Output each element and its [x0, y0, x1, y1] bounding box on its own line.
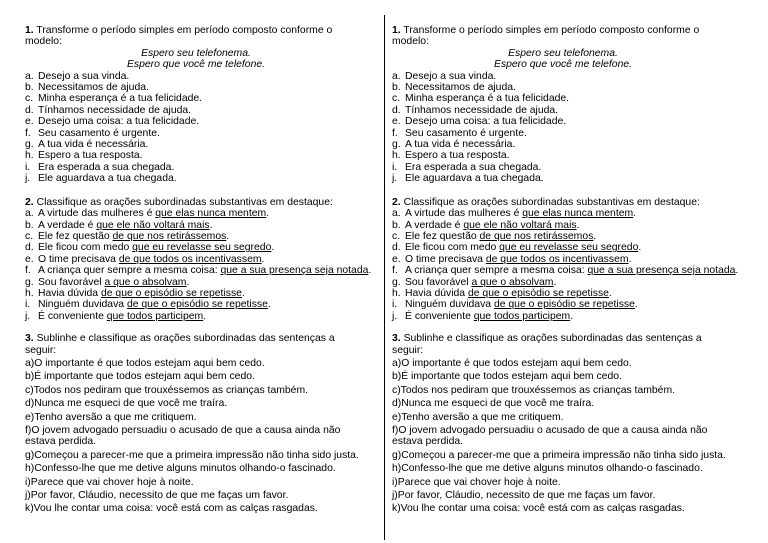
item-suffix: .	[368, 265, 372, 277]
item-text	[38, 299, 271, 310]
list-item	[25, 311, 367, 322]
sentence-item: f)O jovem advogado persuadiu o acusado de que a causa ainda não estava perdida.	[25, 425, 341, 448]
item-suffix: .	[735, 265, 739, 277]
item-text	[38, 231, 229, 242]
question-1	[25, 25, 367, 185]
list-item	[25, 150, 367, 161]
highlighted-clause: que elas nunca mentem	[155, 208, 267, 220]
item-text	[38, 242, 274, 253]
item-text	[38, 254, 264, 265]
list-item	[25, 139, 367, 150]
item-letter: a.	[392, 70, 401, 82]
question-3	[392, 333, 734, 515]
highlighted-clause: a que o absolvam	[471, 276, 554, 288]
item-prefix: É conveniente	[405, 310, 474, 322]
highlighted-clause: de que o episódio se repetisse	[493, 299, 635, 311]
item-suffix: .	[633, 208, 637, 220]
highlighted-clause: de que o episódio se repetisse	[126, 299, 268, 311]
sentence-item: c)Todos nos pediram que trouxéssemos as crianças também.	[25, 384, 308, 396]
item-text: Era esperada a sua chegada.	[38, 161, 175, 173]
sentence-item: b)É importante que todos estejam aqui bem cedo.	[392, 371, 622, 383]
item-letter: j.	[25, 310, 31, 322]
question-2-title	[25, 197, 367, 208]
highlighted-clause: que eu revelasse seu segredo	[132, 242, 272, 254]
item-letter: f.	[25, 127, 31, 139]
list-item	[392, 82, 734, 93]
item-text	[38, 220, 212, 231]
list-item	[392, 288, 734, 299]
item-letter: b.	[392, 219, 401, 231]
list-item	[392, 265, 739, 277]
item-text	[405, 242, 641, 253]
list-item	[392, 242, 734, 253]
list-item	[392, 71, 734, 82]
list-item	[25, 242, 367, 253]
item-text	[405, 254, 631, 265]
item-text: Desejo a sua vinda.	[38, 70, 130, 82]
item-letter: h.	[25, 287, 34, 299]
item-letter: f.	[25, 265, 31, 277]
item-letter: i.	[392, 299, 398, 311]
sentence-item: d)Nunca me esqueci de que você me traíra.	[25, 398, 228, 410]
item-prefix: Ele fez questão	[405, 230, 480, 242]
sentence-item: b)É importante que todos estejam aqui bem cedo.	[25, 371, 255, 383]
item-text: Necessitamos de ajuda.	[38, 82, 149, 94]
item-text: A tua vida é necessária.	[38, 139, 149, 151]
item-letter: c.	[25, 93, 34, 105]
item-prefix: Sou favorável	[405, 276, 472, 288]
list-item	[392, 311, 734, 322]
sentence-item: e)Tenho aversão a que me critiquem.	[25, 411, 197, 423]
list-item	[392, 162, 734, 173]
item-text	[38, 311, 206, 322]
item-prefix: Ele fez questão	[38, 230, 113, 242]
item-prefix: A virtude das mulheres é	[405, 208, 523, 220]
item-text	[38, 277, 189, 288]
list-item	[392, 254, 734, 265]
item-letter: g.	[25, 276, 34, 288]
highlighted-clause: de que todos os incentivassem	[118, 253, 262, 265]
item-text: Minha esperança é a tua felicidade.	[405, 93, 570, 105]
item-text	[405, 311, 573, 322]
item-text: Espero a tua resposta.	[38, 150, 143, 162]
item-text	[405, 208, 636, 219]
item-text	[405, 220, 579, 231]
item-letter: e.	[25, 253, 34, 265]
sentence-item: h)Confesso-lhe que me detive alguns minutos olhando-o fascinado.	[392, 463, 703, 475]
item-suffix: .	[638, 242, 642, 254]
item-letter: d.	[25, 242, 34, 254]
item-letter: b.	[25, 219, 34, 231]
item-suffix: .	[267, 299, 271, 311]
question-title-text: Transforme o período simples em período composto conforme o modelo:	[392, 25, 700, 48]
item-text: Necessitamos de ajuda.	[405, 82, 516, 94]
sentence-item: i)Parece que vai chover hoje à noite.	[25, 476, 194, 488]
item-letter: h.	[392, 287, 401, 299]
item-text	[38, 288, 245, 299]
item-suffix: .	[226, 230, 230, 242]
item-prefix: A virtude das mulheres é	[38, 208, 156, 220]
list-item	[25, 173, 367, 184]
sentence-item: k)Vou lhe contar uma coisa: você está com as calças rasgadas.	[392, 503, 685, 515]
list-item	[25, 128, 367, 139]
item-prefix: Ele ficou com medo	[405, 242, 500, 254]
item-suffix: .	[266, 208, 270, 220]
item-prefix: Sou favorável	[38, 276, 105, 288]
list-item	[25, 288, 367, 299]
list-item	[25, 162, 367, 173]
highlighted-clause: de que todos os incentivassem	[485, 253, 629, 265]
item-letter: b.	[392, 82, 401, 94]
item-prefix: O time precisava	[405, 253, 486, 265]
list-item	[25, 265, 372, 277]
item-letter: a.	[392, 208, 401, 220]
item-suffix: .	[271, 242, 275, 254]
list-item	[25, 71, 367, 82]
model-sentence: Espero seu telefonema.	[508, 47, 618, 59]
item-letter: f.	[392, 265, 398, 277]
sentence-item: g)Começou a parecer-me que a primeira impressão não tinha sido justa.	[25, 449, 359, 461]
item-letter: j.	[392, 173, 398, 185]
list-item	[392, 173, 734, 184]
model-sentence: Espero que você me telefone.	[493, 59, 633, 71]
item-text: Ele aguardava a tua chegada.	[405, 173, 544, 185]
question-3	[25, 333, 367, 515]
left-column	[25, 25, 372, 517]
highlighted-clause: que ele não voltará mais	[463, 219, 577, 231]
list-item	[25, 82, 367, 93]
list-item	[25, 105, 367, 116]
item-text: Espero a tua resposta.	[405, 150, 510, 162]
highlighted-clause: de que nos retirássemos	[112, 230, 227, 242]
item-suffix: .	[576, 219, 580, 231]
item-text	[38, 208, 269, 219]
item-text: Minha esperança é a tua felicidade.	[38, 93, 203, 105]
list-item	[392, 105, 734, 116]
item-text	[38, 265, 371, 276]
item-prefix: A criança quer sempre a mesma coisa:	[405, 265, 588, 277]
item-prefix: A verdade é	[38, 219, 97, 231]
item-suffix: .	[634, 299, 638, 311]
item-text: Desejo uma coisa: a tua felicidade.	[38, 116, 200, 128]
highlighted-clause: que todos participem	[106, 310, 204, 322]
list-item	[392, 299, 734, 310]
list-item	[392, 208, 734, 219]
list-item	[25, 254, 367, 265]
sentence-item: i)Parece que vai chover hoje à noite.	[392, 476, 561, 488]
highlighted-clause: que todos participem	[473, 310, 571, 322]
item-text	[405, 277, 556, 288]
list-item	[25, 299, 367, 310]
list-item	[392, 128, 734, 139]
list-item	[25, 116, 367, 127]
sentence-item: c)Todos nos pediram que trouxéssemos as crianças também.	[392, 384, 675, 396]
highlighted-clause: que a sua presença seja notada	[587, 265, 736, 277]
item-letter: e.	[392, 116, 401, 128]
question-title-text: Classifique as orações subordinadas substantivas em destaque:	[403, 196, 700, 208]
question-number: 2.	[392, 196, 401, 208]
highlighted-clause: de que nos retirássemos	[479, 230, 594, 242]
question-1-title	[392, 25, 734, 48]
item-suffix: .	[203, 310, 207, 322]
item-text: Seu casamento é urgente.	[38, 127, 160, 139]
item-letter: e.	[25, 116, 34, 128]
sentence-item: j)Por favor, Cláudio, necessito de que me faças um favor.	[392, 490, 656, 502]
item-letter: h.	[392, 150, 401, 162]
item-letter: j.	[25, 173, 31, 185]
question-title-text: Sublinhe e classifique as orações subordinadas das sentenças a seguir:	[25, 333, 335, 356]
item-suffix: .	[241, 287, 245, 299]
item-suffix: .	[570, 310, 574, 322]
item-letter: a.	[25, 70, 34, 82]
list-item	[25, 208, 367, 219]
list-item	[25, 220, 367, 231]
item-letter: h.	[25, 150, 34, 162]
item-text: Tínhamos necessidade de ajuda.	[405, 104, 559, 116]
item-text	[405, 288, 612, 299]
question-title-text: Sublinhe e classifique as orações subordinadas das sentenças a seguir:	[392, 333, 702, 356]
list-item	[25, 93, 367, 104]
question-1-title	[25, 25, 367, 48]
question-number: 2.	[25, 196, 34, 208]
item-suffix: .	[628, 253, 632, 265]
question-title-text: Transforme o período simples em período composto conforme o modelo:	[25, 25, 333, 48]
question-2	[392, 196, 739, 322]
item-prefix: Ninguém duvidava	[38, 299, 127, 311]
model-sentence: Espero seu telefonema.	[141, 47, 251, 59]
item-prefix: Ninguém duvidava	[405, 299, 494, 311]
sentence-item: a)O importante é que todos estejam aqui bem cedo.	[392, 357, 632, 369]
item-letter: e.	[392, 253, 401, 265]
item-suffix: .	[261, 253, 265, 265]
question-3-title	[392, 333, 734, 356]
highlighted-clause: de que o episódio se repetisse	[467, 287, 609, 299]
item-letter: i.	[392, 161, 398, 173]
list-item	[392, 93, 734, 104]
item-prefix: É conveniente	[38, 310, 107, 322]
sentence-item: k)Vou lhe contar uma coisa: você está com as calças rasgadas.	[25, 503, 318, 515]
item-letter: d.	[392, 242, 401, 254]
item-prefix: Ele ficou com medo	[38, 242, 133, 254]
question-number: 3.	[392, 333, 401, 345]
item-letter: c.	[392, 230, 401, 242]
highlighted-clause: que eu revelasse seu segredo	[499, 242, 639, 254]
item-letter: b.	[25, 82, 34, 94]
item-text: Seu casamento é urgente.	[405, 127, 527, 139]
item-letter: c.	[392, 93, 401, 105]
item-letter: g.	[392, 276, 401, 288]
question-number: 1.	[392, 25, 401, 36]
list-item	[25, 231, 367, 242]
question-1	[392, 25, 734, 185]
item-prefix: Havia dúvida	[405, 287, 468, 299]
item-prefix: O time precisava	[38, 253, 119, 265]
question-number: 3.	[25, 333, 34, 345]
item-letter: a.	[25, 208, 34, 220]
list-item	[392, 139, 734, 150]
list-item	[25, 277, 367, 288]
sentence-item: h)Confesso-lhe que me detive alguns minutos olhando-o fascinado.	[25, 463, 336, 475]
item-letter: d.	[25, 104, 34, 116]
item-letter: c.	[25, 230, 34, 242]
question-title-text: Classifique as orações subordinadas substantivas em destaque:	[36, 196, 333, 208]
item-suffix: .	[209, 219, 213, 231]
right-column	[392, 25, 739, 517]
question-number: 1.	[25, 25, 34, 36]
list-item	[392, 116, 734, 127]
sentence-item: d)Nunca me esqueci de que você me traíra.	[392, 398, 595, 410]
item-text: Tínhamos necessidade de ajuda.	[38, 104, 192, 116]
item-text	[405, 299, 638, 310]
item-letter: f.	[392, 127, 398, 139]
item-letter: i.	[25, 299, 31, 311]
question-2-title	[392, 197, 734, 208]
question-2	[25, 196, 372, 322]
sentence-item: a)O importante é que todos estejam aqui bem cedo.	[25, 357, 265, 369]
item-text: Ele aguardava a tua chegada.	[38, 173, 177, 185]
column-divider	[384, 15, 385, 540]
item-letter: j.	[392, 310, 398, 322]
question-3-title	[25, 333, 367, 356]
highlighted-clause: que elas nunca mentem	[522, 208, 634, 220]
highlighted-clause: a que o absolvam	[104, 276, 187, 288]
list-item	[392, 231, 734, 242]
highlighted-clause: que ele não voltará mais	[96, 219, 210, 231]
item-text: Desejo uma coisa: a tua felicidade.	[405, 116, 567, 128]
sentence-item: g)Começou a parecer-me que a primeira impressão não tinha sido justa.	[392, 449, 726, 461]
item-letter: d.	[392, 104, 401, 116]
sentence-item: f)O jovem advogado persuadiu o acusado de que a causa ainda não estava perdida.	[392, 425, 708, 448]
list-item	[392, 220, 734, 231]
list-item	[392, 277, 734, 288]
item-suffix: .	[553, 276, 557, 288]
list-item	[392, 150, 734, 161]
sentence-item: j)Por favor, Cláudio, necessito de que me faças um favor.	[25, 490, 289, 502]
item-text	[405, 265, 738, 276]
highlighted-clause: de que o episódio se repetisse	[100, 287, 242, 299]
item-prefix: A criança quer sempre a mesma coisa:	[38, 265, 221, 277]
item-letter: i.	[25, 161, 31, 173]
item-suffix: .	[593, 230, 597, 242]
item-text	[405, 231, 596, 242]
sentence-item: e)Tenho aversão a que me critiquem.	[392, 411, 564, 423]
item-text: A tua vida é necessária.	[405, 139, 516, 151]
model-sentence: Espero que você me telefone.	[126, 59, 266, 71]
item-suffix: .	[608, 287, 612, 299]
item-letter: g.	[25, 139, 34, 151]
item-prefix: Havia dúvida	[38, 287, 101, 299]
item-text: Desejo a sua vinda.	[405, 70, 497, 82]
item-text: Era esperada a sua chegada.	[405, 161, 542, 173]
item-suffix: .	[186, 276, 190, 288]
highlighted-clause: que a sua presença seja notada	[220, 265, 369, 277]
item-prefix: A verdade é	[405, 219, 464, 231]
item-letter: g.	[392, 139, 401, 151]
